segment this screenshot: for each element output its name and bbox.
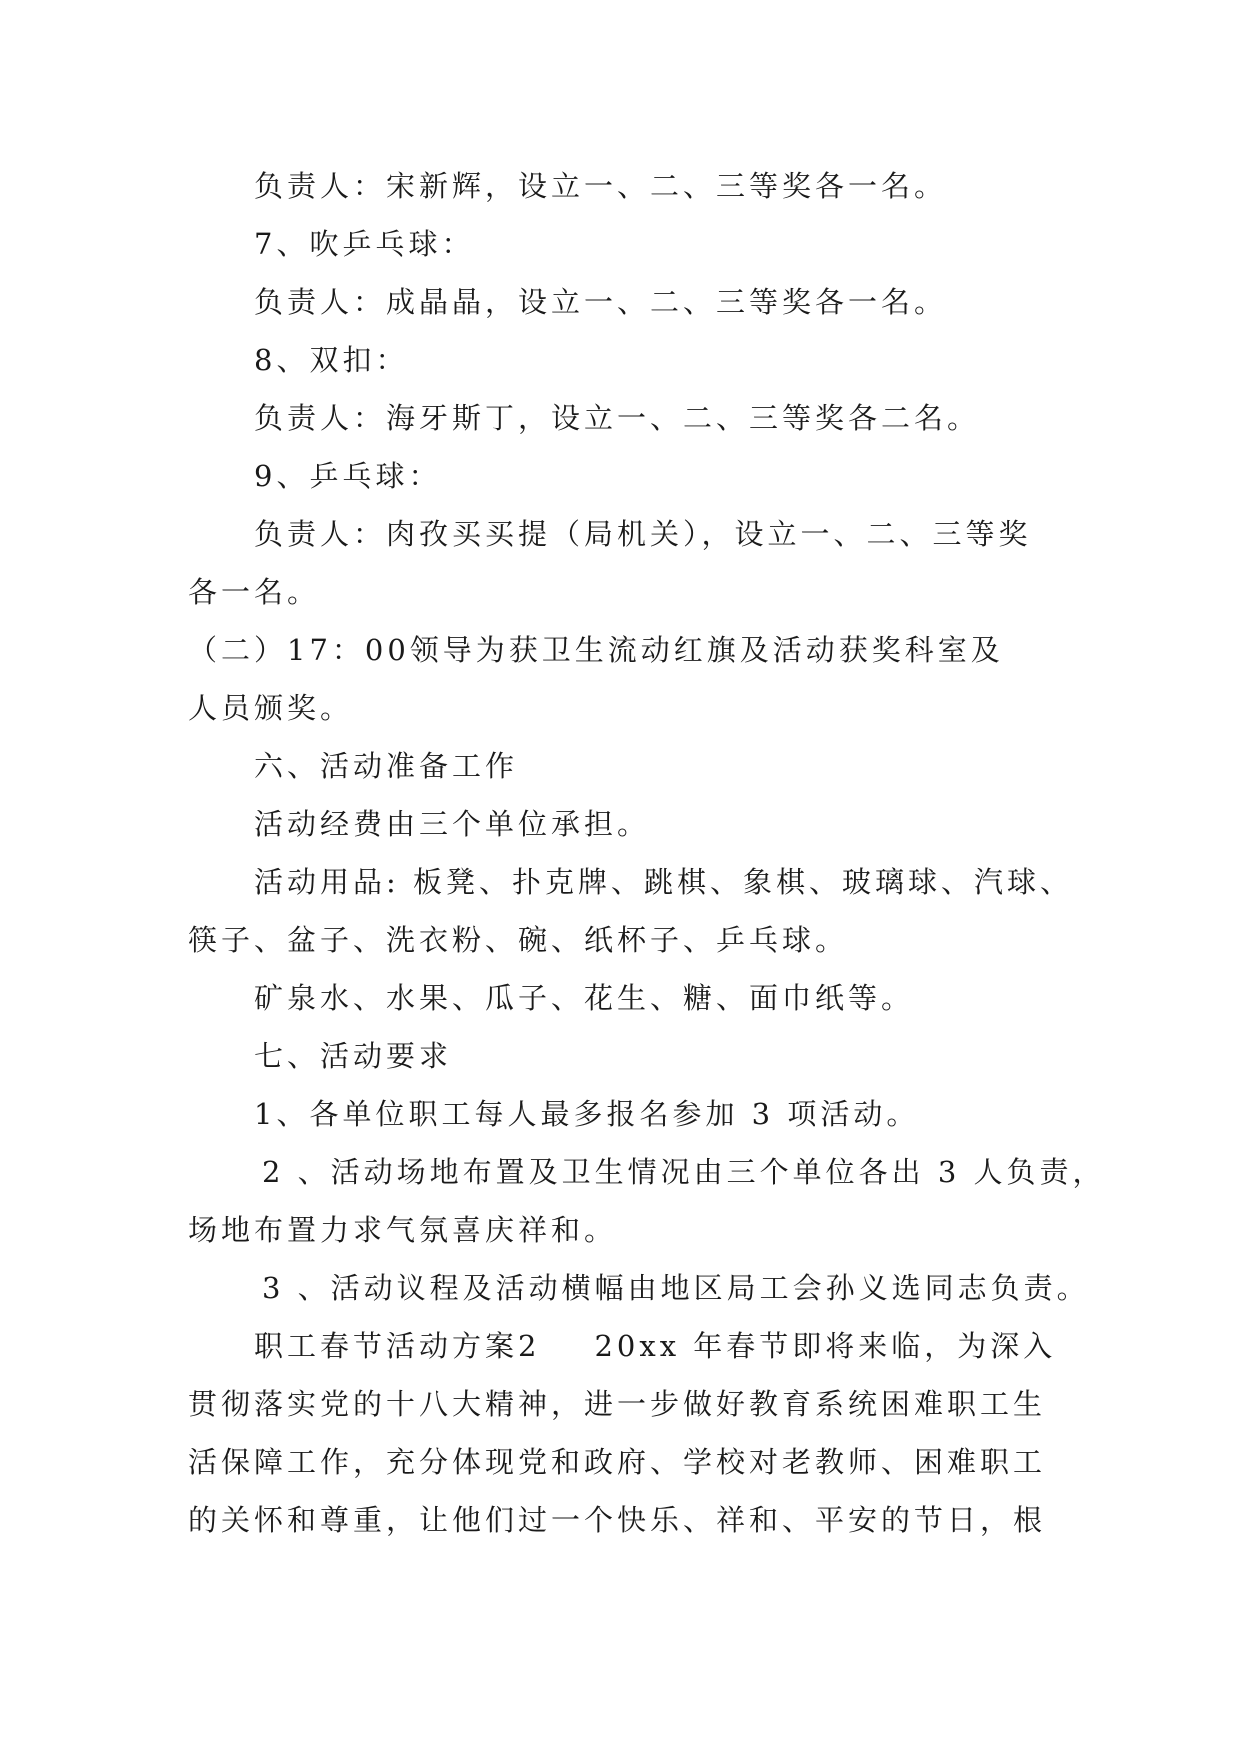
- text-line: 人员颁奖。: [188, 691, 354, 725]
- section-heading: 七、活动要求: [254, 1039, 453, 1073]
- text-line: 活动用品: 板凳、扑克牌、跳棋、象棋、玻璃球、汽球、: [254, 865, 1073, 899]
- text-line: [254, 1326, 1064, 1366]
- text-line: 3 、活动议程及活动横幅由地区局工会孙义选同志负责。: [262, 1271, 1090, 1305]
- text-line: 8、双扣：: [254, 343, 409, 377]
- text-line: 负责人：肉孜买买提（局机关），设立一、二、三等奖: [254, 517, 1032, 551]
- section-title: 职工春节活动方案2: [254, 1329, 541, 1363]
- text-line: 负责人：宋新辉，设立一、二、三等奖各一名。: [254, 169, 948, 203]
- text-line: 贯彻落实党的十八大精神，进一步做好教育系统困难职工生: [188, 1387, 1047, 1421]
- paragraph-start: 20xx 年春节即将来临，为深入: [594, 1329, 1057, 1363]
- text-line: 各一名。: [188, 575, 321, 609]
- text-line: 的关怀和尊重，让他们过一个快乐、祥和、平安的节日，根: [188, 1503, 1047, 1537]
- text-line: 场地布置力求气氛喜庆祥和。: [188, 1213, 618, 1247]
- text-line: （二）17：00领导为获卫生流动红旗及活动获奖科室及: [188, 633, 1004, 667]
- text-line: 负责人：海牙斯丁，设立一、二、三等奖各二名。: [254, 401, 981, 435]
- text-line: 活动经费由三个单位承担。: [254, 807, 651, 841]
- text-line: 筷子、盆子、洗衣粉、碗、纸杯子、乒乓球。: [188, 923, 849, 957]
- text-line: 矿泉水、水果、瓜子、花生、糖、面巾纸等。: [254, 981, 915, 1015]
- text-line: 2 、活动场地布置及卫生情况由三个单位各出 3 人负责，: [262, 1155, 1106, 1189]
- text-line: 负责人：成晶晶，设立一、二、三等奖各一名。: [254, 285, 948, 319]
- section-heading: 六、活动准备工作: [254, 749, 519, 783]
- text-line: 1、各单位职工每人最多报名参加 3 项活动。: [254, 1097, 920, 1131]
- text-line: 7、吹乒乓球：: [254, 227, 475, 261]
- text-line: 9、乒乓球：: [254, 459, 442, 493]
- text-line: 活保障工作，充分体现党和政府、学校对老教师、困难职工: [188, 1445, 1047, 1479]
